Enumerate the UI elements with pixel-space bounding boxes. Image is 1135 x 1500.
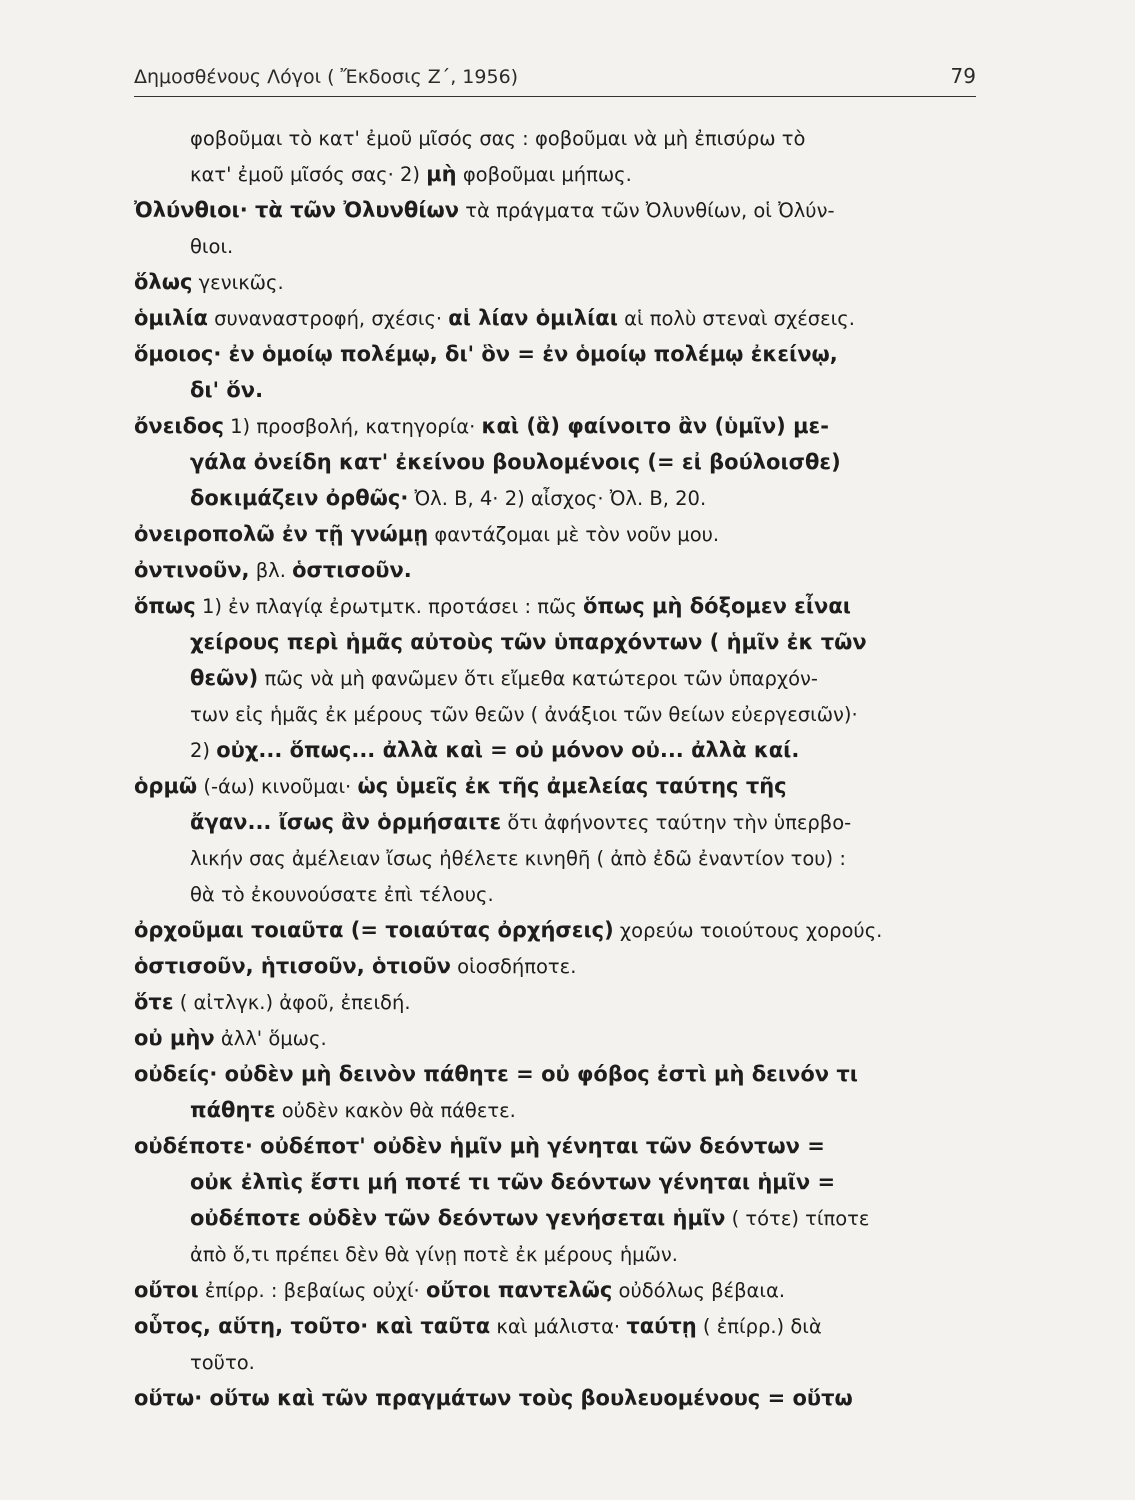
- bold-text: ταύτῃ: [626, 1314, 697, 1338]
- entry-line: [134, 552, 976, 588]
- entry-line: [134, 948, 976, 984]
- text: τὰ πράγματα τῶν Ὀλυνθίων, οἱ Ὀλύν-: [459, 199, 835, 222]
- entry-line: [134, 516, 976, 552]
- text: ἀλλ' ὅμως.: [214, 1027, 327, 1050]
- bold-text: ὀντινοῦν,: [134, 558, 250, 582]
- text: συναναστροφή, σχέσις·: [207, 307, 449, 330]
- text: οὐδόλως βέβαια.: [612, 1279, 786, 1302]
- entry-line: [134, 264, 976, 300]
- entry-line: [134, 588, 976, 624]
- text: (-άω) κινοῦμαι·: [197, 775, 358, 798]
- entry-continuation-line: [134, 732, 976, 768]
- entry-continuation-line: [134, 156, 976, 192]
- entry-line: [134, 768, 976, 804]
- bold-text: πάθητε: [190, 1098, 276, 1122]
- running-title: Δημοσθένους Λόγοι ( Ἔκδοσις Ζ΄, 1956): [134, 66, 519, 88]
- dictionary-body: [134, 120, 976, 1416]
- entry-continuation-line: [134, 120, 976, 156]
- bold-text: ὁστισοῦν, ἡτισοῦν, ὁτιοῦν: [134, 954, 451, 978]
- bold-text: καὶ (ἃ) φαίνοιτο ἂν (ὑμῖν) με-: [481, 414, 829, 438]
- bold-text: οὐδέποτε οὐδὲν τῶν δεόντων γενήσεται ἡμῖν: [190, 1206, 726, 1230]
- text: ὅτι ἀφήνοντες ταύτην τὴν ὑπερβο-: [501, 811, 852, 834]
- text: ἀπὸ ὅ,τι πρέπει δὲν θὰ γίνῃ ποτὲ ἐκ μέρους ἡμῶν.: [190, 1243, 679, 1266]
- entry-continuation-line: [134, 696, 976, 732]
- entry-line: [134, 1128, 976, 1164]
- text: ( ἐπίρρ.) διὰ: [696, 1315, 822, 1338]
- entry-line: [134, 1056, 976, 1092]
- entry-continuation-line: [134, 660, 976, 696]
- text: ( αἰτλγκ.) ἀφοῦ, ἐπειδή.: [173, 991, 411, 1014]
- bold-text: ὁμιλία: [134, 306, 208, 330]
- bold-text: οὕτω· οὕτω καὶ τῶν πραγμάτων τοὺς βουλευομένους = οὕτω: [134, 1386, 853, 1410]
- bold-text: οὔτοι: [134, 1278, 199, 1302]
- text: 2): [190, 739, 217, 762]
- bold-text: ὅτε: [134, 990, 174, 1014]
- text: οἱοσδήποτε.: [450, 955, 577, 978]
- bold-text: οὐδείς· οὐδὲν μὴ δεινὸν πάθητε = οὐ φόβος ἐστὶ μὴ δεινόν τι: [134, 1062, 858, 1086]
- bold-text: ὀρχοῦμαι τοιαῦτα (= τοιαύτας ὀρχήσεις): [134, 918, 614, 942]
- entry-line: [134, 1308, 976, 1344]
- text: κατ' ἐμοῦ μῖσός σας· 2): [190, 163, 427, 186]
- text: οὐδὲν κακὸν θὰ πάθετε.: [275, 1099, 516, 1122]
- text: θὰ τὸ ἐκουνούσατε ἐπὶ τέλους.: [190, 883, 494, 906]
- bold-text: ὁρμῶ: [134, 774, 198, 798]
- bold-text: ἄγαν... ἴσως ἂν ὁρμήσαιτε: [190, 810, 502, 834]
- text: φοβοῦμαι μήπως.: [456, 163, 632, 186]
- text: λικήν σας ἀμέλειαν ἴσως ἠθέλετε κινηθῆ ( ἀπὸ ἐδῶ ἐναντίον του) :: [190, 847, 846, 870]
- bold-text: οὗτος, αὕτη, τοῦτο· καὶ ταῦτα: [134, 1314, 491, 1338]
- entry-line: [134, 408, 976, 444]
- entry-line: [134, 1272, 976, 1308]
- bold-text: χείρους περὶ ἡμᾶς αὐτοὺς τῶν ὑπαρχόντων ( ἡμῖν ἐκ τῶν: [190, 630, 867, 654]
- entry-continuation-line: [134, 444, 976, 480]
- bold-text: οὐχ... ὅπως... ἀλλὰ καὶ = οὐ μόνον οὐ... ἀλλὰ καί.: [216, 738, 800, 762]
- text: ἐπίρρ. : βεβαίως οὐχί·: [198, 1279, 426, 1302]
- bold-text: ὅπως μὴ δόξομεν εἶναι: [582, 594, 851, 618]
- bold-text: ὅλως: [134, 270, 193, 294]
- entry-line: [134, 192, 976, 228]
- bold-text: ὀνειροπολῶ ἐν τῇ γνώμῃ: [134, 522, 429, 546]
- text: αἱ πολὺ στεναὶ σχέσεις.: [617, 307, 855, 330]
- entry-line: [134, 336, 976, 372]
- bold-text: οὔτοι παντελῶς: [425, 1278, 613, 1302]
- entry-continuation-line: [134, 1344, 976, 1380]
- bold-text: αἱ λίαν ὁμιλίαι: [448, 306, 618, 330]
- entry-line: [134, 1020, 976, 1056]
- text: 1) ἐν πλαγίᾳ ἐρωτμτκ. προτάσει : πῶς: [195, 595, 583, 618]
- bold-text: ὅπως: [134, 594, 196, 618]
- bold-text: ὅμοιος· ἐν ὁμοίῳ πολέμῳ, δι' ὃν = ἐν ὁμοίῳ πολέμῳ ἐκείνῳ,: [134, 342, 838, 366]
- entry-line: [134, 912, 976, 948]
- text: γενικῶς.: [192, 271, 284, 294]
- bold-text: οὐκ ἐλπὶς ἔστι μή ποτέ τι τῶν δεόντων γένηται ἡμῖν =: [190, 1170, 836, 1194]
- bold-text: θεῶν): [190, 666, 259, 690]
- text: 1) προσβολή, κατηγορία·: [223, 415, 482, 438]
- bold-text: οὐδέποτε· οὐδέποτ' οὐδὲν ἡμῖν μὴ γένηται τῶν δεόντων =: [134, 1134, 825, 1158]
- text: καὶ μάλιστα·: [490, 1315, 627, 1338]
- page-header: [134, 62, 976, 97]
- entry-continuation-line: [134, 624, 976, 660]
- entry-line: [134, 300, 976, 336]
- entry-continuation-line: [134, 1092, 976, 1128]
- entry-continuation-line: [134, 1236, 976, 1272]
- bold-text: Ὀλύνθιοι· τὰ τῶν Ὀλυνθίων: [134, 198, 460, 222]
- page-number: 79: [950, 64, 976, 88]
- bold-text: γάλα ὀνείδη κατ' ἐκείνου βουλομένοις (= εἰ βούλοισθε): [190, 450, 841, 474]
- text: χορεύω τοιούτους χορούς.: [613, 919, 883, 942]
- bold-text: δοκιμάζειν ὀρθῶς·: [190, 486, 409, 510]
- text: πῶς νὰ μὴ φανῶμεν ὅτι εἴμεθα κατώτεροι τῶν ὑπαρχόν-: [258, 667, 818, 690]
- entry-line: [134, 984, 976, 1020]
- entry-continuation-line: [134, 228, 976, 264]
- entry-continuation-line: [134, 372, 976, 408]
- text: τοῦτο.: [190, 1351, 255, 1374]
- bold-text: ὄνειδος: [134, 414, 224, 438]
- bold-text: μὴ: [426, 162, 457, 186]
- text: φαντάζομαι μὲ τὸν νοῦν μου.: [428, 523, 720, 546]
- entry-continuation-line: [134, 876, 976, 912]
- bold-text: ὡς ὑμεῖς ἐκ τῆς ἀμελείας ταύτης τῆς: [357, 774, 787, 798]
- entry-line: [134, 1380, 976, 1416]
- text: των εἰς ἡμᾶς ἐκ μέρους τῶν θεῶν ( ἀνάξιοι τῶν θείων εὐεργεσιῶν)·: [190, 703, 858, 726]
- bold-text: οὐ μὴν: [134, 1026, 215, 1050]
- text: Ὀλ. Β, 4· 2) αἶσχος· Ὀλ. Β, 20.: [408, 487, 707, 510]
- entry-continuation-line: [134, 480, 976, 516]
- text: ( τότε) τίποτε: [725, 1207, 870, 1230]
- entry-continuation-line: [134, 804, 976, 840]
- text: βλ.: [249, 559, 293, 582]
- bold-text: δι' ὅν.: [190, 378, 264, 402]
- text: φοβοῦμαι τὸ κατ' ἐμοῦ μῖσός σας : φοβοῦμαι νὰ μὴ ἐπισύρω τὸ: [190, 127, 806, 150]
- bold-text: ὁστισοῦν.: [292, 558, 412, 582]
- text: θιοι.: [190, 235, 234, 258]
- entry-continuation-line: [134, 840, 976, 876]
- entry-continuation-line: [134, 1164, 976, 1200]
- entry-continuation-line: [134, 1200, 976, 1236]
